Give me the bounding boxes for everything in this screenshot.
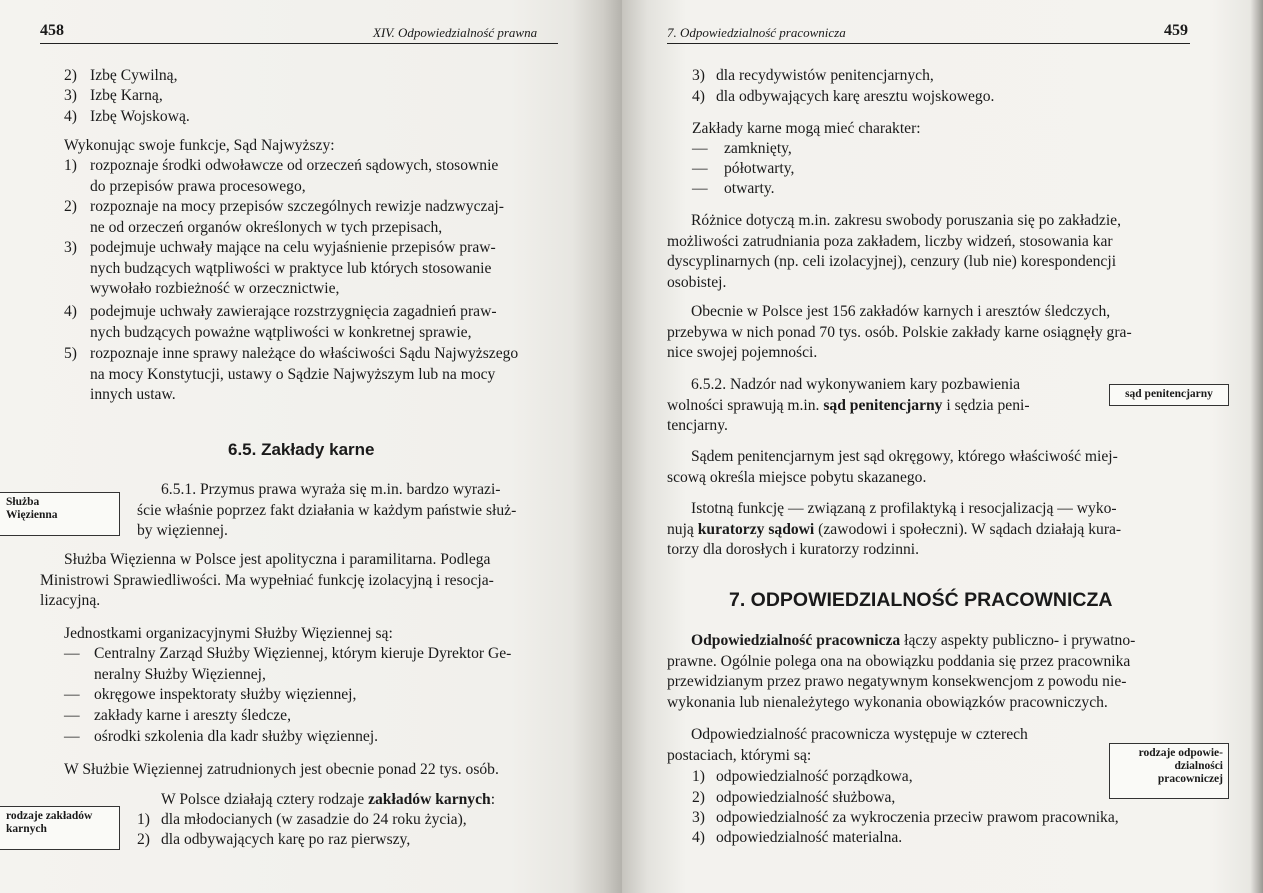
paragraph-sluzba: Służba Więzienna w Polsce jest apolityczna i paramilitarna. Podlega Ministrowi Sprawiedliwości. Ma wypełniać funkcję izolacyjną i resocja- lizacyjną. [40,551,494,609]
function-item-1: 1) rozpoznaje środki odwoławcze od orzeczeń sądowych, stosownie do przepisów prawa procesowego, [64,157,499,195]
types-intro: W Polsce działają cztery rodzaje zakładów karnych: [161,791,496,808]
right-page: 7. Odpowiedzialność pracownicza 459 3) dla recydywistów penitencjarnych, 4) dla odbywających karę aresztu wojskowego. Zakłady karne mogą mieć charakter: — zamknięty, — półotwarty, — otwarty. Różnice dotyczą m.in. zakresu swobody poruszania się po zakładzie, możliwości zatrudniania poza zakładem, liczby widzeń, stosowania kar dyscyplinarnych (np. celi izolacyjnej), cenzury (lub nie) korespondencji osobistej. Obecnie w Polsce jest 156 zakładów karnych i aresztów śledczych, przebywa w nich ponad 70 tys. osób. Polskie zakłady karne osiągnęły gra- nice swojej pojemności. 6.5.2. Nadzór nad wykonywaniem kary pozbawienia wolności sprawują m.in. sąd penitencjarny i sędzia peni- tencjarny. sąd penitencjarny Sądem penitencjarnym jest sąd okręgowy, którego właściwość miej- scową określa miejsce pobytu skazanego. Istotną funkcję — związaną z profilaktyką i resocjalizacją — wyko- nują kuratorzy sądowi (zawodowi i społeczni). W sądach działają kura- torzy dla dorosłych i kuratorzy rodzinni. 7. ODPOWIEDZIALNOŚĆ PRACOWNICZA Odpowiedzialność pracownicza łączy aspekty publiczno- i prywatno- prawne. Ogólnie polega ona na obowiązku poddania się przez pracownika przewidzianym przez prawo negatywnym konsekwencjom z powodu nie- wykonania lub nienależytego wykonania obowiązków pracowniczych. Odpowiedzialność pracownicza występuje w czterech postaciach, którymi są: rodzaje odpowie- dzialności pracowniczej 1) odpowiedzialność porządkowa, 2) odpowiedzialność służbowa, 3) odpowiedzialność za wykroczenia przeciw prawom pracownika, 4) odpowiedzialność materialna. [622,0,1263,893]
function-item-2: 2) rozpoznaje na mocy przepisów szczególnych rewizje nadzwyczaj- ne od orzeczeń organów określonych w tych przepisach, [64,198,504,236]
margin-note-rodzaje-odpowiedzialnosci: rodzaje odpowie- dzialności pracowniczej [1109,743,1229,799]
character-intro: Zakłady karne mogą mieć charakter: [692,120,921,137]
page-number-right: 459 [1164,22,1188,39]
function-item-4: 4) podejmuje uchwały zawierające rozstrzygnięcia zagadnień praw- nych budzących poważne wątpliwości w konkretnej sprawie, [64,303,497,341]
employed-text: W Służbie Więziennej zatrudnionych jest obecnie ponad 22 tys. osób. [64,761,499,778]
function-item-5: 5) rozpoznaje inne sprawy należące do właściwości Sądu Najwyższego na mocy Konstytucji, ustawy o Sądzie Najwyższym lub na mocy innych ustaw. [64,345,519,403]
running-head-left: XIV. Odpowiedzialność prawna [373,25,538,40]
paragraph-forms: Odpowiedzialność pracownicza występuje w czterech postaciach, którymi są: [667,726,1028,764]
functions-intro: Wykonując swoje funkcje, Sąd Najwyższy: [64,137,335,154]
unit-item-1: — Centralny Zarząd Służby Więziennej, którym kieruje Dyrektor Ge- neralny Służby Więziennej, [64,645,512,683]
function-item-3: 3) podejmuje uchwały mające na celu wyjaśnienie przepisów praw- nych budzących wątpliwości w praktyce lub których stosowanie wywołało rozbieżność w orzecznictwie, [64,239,496,297]
paragraph-definition: Odpowiedzialność pracownicza łączy aspekty publiczno- i prywatno- prawne. Ogólnie polega ona na obowiązku poddania się przez pracownika przewidzianym przez prawo negatywnym konsekwencjom z powodu nie- wykonania lub nienależytego wykonania obowiązków pracowniczych. [667,632,1136,711]
margin-note-sad-penitencjarny: sąd penitencjarny [1109,384,1229,406]
margin-note-sluzba: Służba Więzienna [0,492,120,536]
units-intro: Jednostkami organizacyjnymi Służby Więziennej są: [64,625,393,642]
header-rule-right [667,43,1190,44]
header-rule-left [40,43,558,44]
paragraph-6-5-1: 6.5.1. Przymus prawa wyraża się m.in. bardzo wyrazi- ście właśnie poprzez fakt działania w każdym państwie służ- by więziennej. [137,481,517,539]
paragraph-kuratorzy: Istotną funkcję — związaną z profilaktyką i resocjalizacją — wyko- nują kuratorzy sądowi (zawodowi i społeczni). W sądach działają kura- torzy dla dorosłych i kuratorzy rodzinni. [667,500,1122,558]
paragraph-differences: Różnice dotyczą m.in. zakresu swobody poruszania się po zakładzie, możliwości zatrudniania poza zakładem, liczby widzeń, stosowania kar dyscyplinarnych (np. celi izolacyjnej), cenzury (lub nie) korespondencji osobistej. [667,212,1121,291]
paragraph-court: Sądem penitencjarnym jest sąd okręgowy, którego właściwość miej- scową określa miejsce pobytu skazanego. [667,448,1118,486]
section-heading-6-5: 6.5. Zakłady karne [228,440,375,459]
page-number-left: 458 [40,22,64,39]
margin-note-rodzaje-zakladow: rodzaje zakładów karnych [0,806,120,850]
chapter-heading-7: 7. ODPOWIEDZIALNOŚĆ PRACOWNICZA [729,589,1113,611]
left-page: 458 XIV. Odpowiedzialność prawna 2) Izbę Cywilną, 3) Izbę Karną, 4) Izbę Wojskową. Wykonując swoje funkcje, Sąd Najwyższy: 1) rozpoznaje środki odwoławcze od orzeczeń sądowych, stosownie do przepisów prawa procesowego, 2) rozpoznaje na mocy przepisów szczególnych rewizje nadzwyczaj- ne od orzeczeń organów określonych w tych przepisach, 3) podejmuje uchwały mające na celu wyjaśnienie przepisów praw- nych budzących wątpliwości w praktyce lub których stosowanie wywołało rozbieżność w orzecznictwie, 4) podejmuje uchwały zawierające rozstrzygnięcia zagadnień praw- nych budzących poważne wątpliwości w konkretnej sprawie, 5) rozpoznaje inne sprawy należące do właściwości Sądu Najwyższego na mocy Konstytucji, ustawy o Sądzie Najwyższym lub na mocy innych ustaw. 6.5. Zakłady karne Służba Więzienna 6.5.1. Przymus prawa wyraża się m.in. bardzo wyrazi- ście właśnie poprzez fakt działania w każdym państwie służ- by więziennej. Służba Więzienna w Polsce jest apolityczna i paramilitarna. Podlega Ministrowi Sprawiedliwości. Ma wypełniać funkcję izolacyjną i resocja- lizacyjną. Jednostkami organizacyjnymi Służby Więziennej są: — Centralny Zarząd Służby Więziennej, którym kieruje Dyrektor Ge- neralny Służby Więziennej, — okręgowe inspektoraty służby więziennej, — zakłady karne i areszty śledcze, — ośrodki szkolenia dla kadr służby więziennej. W Służbie Więziennej zatrudnionych jest obecnie ponad 22 tys. osób. rodzaje zakładów karnych W Polsce działają cztery rodzaje zakładów karnych: 1) dla młodocianych (w zasadzie do 24 roku życia), 2) dla odbywających karę po raz pierwszy, [0,0,622,893]
paragraph-count: Obecnie w Polsce jest 156 zakładów karnych i aresztów śledczych, przebywa w nich ponad 70 tys. osób. Polskie zakłady karne osiągnęły gra- nice swojej pojemności. [667,303,1132,361]
paragraph-6-5-2: 6.5.2. Nadzór nad wykonywaniem kary pozbawienia wolności sprawują m.in. sąd penitencjarny i sędzia peni- tencjarny. [667,376,1030,434]
running-head-right: 7. Odpowiedzialność pracownicza [667,25,846,40]
